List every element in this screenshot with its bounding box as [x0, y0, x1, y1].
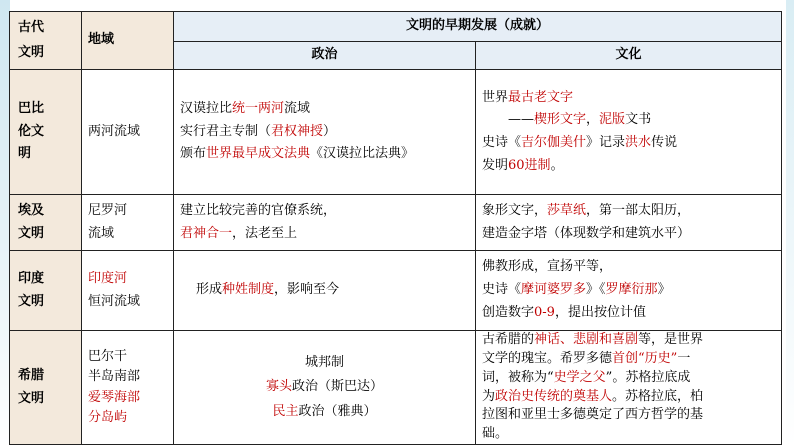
culture-babylon	[476, 70, 782, 195]
politics-india-seg: 形成	[196, 282, 223, 298]
culture-babylon-seg: 洪水	[625, 135, 652, 150]
politics-egypt-seg: 建立比较完善的官僚系统，	[180, 202, 337, 218]
culture-babylon-seg: 传说	[651, 135, 678, 150]
civ-name-greece	[10, 331, 82, 445]
region-greece-line-4: 分岛屿	[88, 409, 128, 425]
civ-name-babylon	[10, 70, 82, 195]
culture-babylon-seg: 史诗《	[482, 135, 522, 150]
region-india-line-2: 恒河流域	[88, 293, 141, 309]
culture-india-seg: ，提出按位计值	[554, 304, 646, 320]
region-india-line-1: 印度河	[88, 270, 128, 286]
politics-india-line-1	[196, 279, 469, 302]
politics-egypt-seg: 君神合一	[180, 225, 233, 241]
culture-greece-seg: 文学的瑰宝。希罗多德	[482, 350, 613, 366]
politics-greece-line-2	[174, 375, 475, 400]
politics-egypt-line-1	[180, 200, 469, 223]
region-greece-line-1: 巴尔干	[88, 349, 128, 365]
culture-babylon-seg: 。	[550, 157, 564, 173]
politics-babylon-seg: 《汉谟拉比法典》	[310, 146, 415, 162]
culture-egypt-seg: 莎草纸	[547, 202, 587, 218]
culture-greece	[476, 331, 782, 445]
region-greece-line-3: 爱琴海部	[88, 389, 141, 405]
culture-india-seg: 史诗《	[482, 282, 522, 298]
right-decoration-band	[786, 0, 794, 447]
culture-babylon-seg: 最古老文字	[508, 89, 574, 105]
header-politics	[174, 42, 476, 70]
culture-india	[476, 251, 782, 331]
header-development	[174, 12, 782, 42]
culture-greece-seg: 政治史传统的奠基人	[495, 388, 613, 404]
culture-babylon-seg: 吉尔伽美什	[521, 135, 587, 150]
region-babylon-text: 两河流域	[88, 123, 141, 139]
politics-babylon-seg: 流域	[284, 100, 311, 116]
culture-babylon-line-4	[482, 155, 775, 178]
culture-greece-line-4	[482, 388, 775, 407]
region-babylon	[82, 70, 174, 195]
region-greece-line-2: 半岛南部	[88, 369, 141, 385]
politics-babylon-seg: 世界最早成文法典	[206, 146, 311, 162]
culture-babylon-seg: 》记录	[586, 135, 626, 150]
politics-babylon-seg: 统一两河	[232, 100, 285, 116]
culture-babylon-seg: 泥版	[599, 112, 626, 128]
culture-babylon-line-1	[482, 87, 775, 110]
civ-name-india-text: 印度文明	[18, 270, 45, 309]
politics-greece-democracy: 民主	[272, 403, 299, 419]
culture-greece-line-1	[482, 331, 775, 350]
region-india	[82, 251, 174, 331]
culture-babylon-seg: 60进制	[508, 157, 551, 173]
civ-name-egypt-text: 埃及文明	[18, 202, 45, 241]
row-babylon	[10, 70, 782, 195]
header-culture	[476, 42, 782, 70]
politics-greece	[174, 331, 476, 445]
header-era-text: 古代文明	[18, 19, 45, 60]
politics-babylon-seg: ）	[323, 123, 337, 139]
culture-india-line-3	[482, 302, 775, 325]
politics-babylon	[174, 70, 476, 195]
politics-india-seg: 种姓制度	[222, 282, 275, 298]
culture-babylon-seg: ，	[586, 112, 600, 128]
header-development-text: 文明的早期发展（成就）	[406, 18, 550, 34]
culture-india-seg: 佛教形成，宣扬平等，	[482, 259, 613, 275]
politics-egypt	[174, 195, 476, 251]
politics-greece-athens: 政治（雅典）	[298, 403, 377, 419]
header-row-1	[10, 12, 782, 42]
civ-name-egypt	[10, 195, 82, 251]
politics-india-seg: ，影响至今	[274, 282, 340, 298]
culture-greece-seg: 等，是世界	[638, 332, 704, 347]
civilization-table	[9, 11, 782, 445]
header-region-text: 地域	[88, 32, 115, 48]
culture-babylon-seg: ——	[482, 112, 535, 128]
culture-egypt-seg: 建造金字塔（体现数学和建筑水平）	[482, 225, 691, 241]
culture-greece-line-2	[482, 350, 775, 369]
header-era	[10, 12, 82, 70]
politics-greece-line-1: 城邦制	[304, 354, 344, 370]
header-politics-text: 政治	[311, 47, 338, 63]
culture-india-seg: 罗摩衍那	[605, 282, 658, 298]
header-culture-text: 文化	[615, 47, 642, 63]
culture-egypt-line-2	[482, 223, 775, 246]
politics-babylon-line-3	[180, 143, 469, 166]
culture-egypt	[476, 195, 782, 251]
culture-greece-seg: 为	[482, 388, 496, 404]
culture-babylon-seg: 文书	[625, 112, 652, 128]
culture-greece-seg: 古希腊的	[482, 332, 535, 347]
culture-greece-seg: 首创“历史”	[612, 350, 678, 366]
culture-greece-seg: 础。	[482, 426, 509, 442]
culture-greece-line-6	[482, 425, 775, 444]
politics-india	[174, 251, 476, 331]
politics-egypt-line-2	[180, 223, 469, 246]
culture-greece-line-3	[482, 369, 775, 388]
politics-babylon-seg: 颁布	[180, 146, 207, 162]
culture-india-seg: 0-9	[534, 304, 555, 320]
region-egypt	[82, 195, 174, 251]
culture-babylon-seg: 楔形文字	[534, 112, 587, 128]
politics-egypt-seg: ，法老至上	[232, 225, 298, 241]
culture-egypt-seg: 象形文字，	[482, 202, 548, 218]
civ-name-india	[10, 251, 82, 331]
civ-name-greece-text: 希腊文明	[18, 367, 45, 406]
culture-india-seg: 》	[657, 282, 671, 298]
culture-egypt-line-1	[482, 200, 775, 223]
politics-babylon-line-2	[180, 121, 469, 144]
row-greece	[10, 331, 782, 445]
politics-greece-sparta: 政治（斯巴达）	[292, 379, 384, 395]
politics-babylon-seg: 汉谟拉比	[180, 100, 233, 116]
civ-name-babylon-text: 巴比伦文明	[18, 100, 45, 162]
culture-greece-seg: 神话、悲剧和喜剧	[534, 332, 639, 347]
politics-babylon-line-1	[180, 98, 469, 121]
culture-india-seg: 》《	[586, 282, 606, 298]
culture-india-line-1	[482, 256, 775, 279]
culture-greece-seg: 史学之父	[553, 369, 606, 385]
culture-greece-seg: 拉图和亚里士多德奠定了西方哲学的基	[482, 407, 704, 423]
row-egypt	[10, 195, 782, 251]
culture-babylon-seg: 发明	[482, 157, 509, 173]
header-region	[82, 12, 174, 70]
culture-babylon-seg: 世界	[482, 89, 509, 105]
culture-greece-line-5	[482, 406, 775, 425]
politics-babylon-seg: 实行君主专制（	[180, 123, 272, 139]
culture-india-seg: 创造数字	[482, 304, 535, 320]
culture-india-line-2	[482, 279, 775, 302]
culture-greece-seg: ”。苏格拉底成	[605, 369, 691, 385]
row-india	[10, 251, 782, 331]
politics-greece-oligarchy: 寡头	[265, 379, 292, 395]
culture-india-seg: 摩诃婆罗多	[521, 282, 587, 298]
culture-greece-seg: 。苏格拉底，柏	[612, 388, 704, 404]
culture-babylon-line-3	[482, 132, 775, 155]
culture-egypt-seg: ，第一部太阳历，	[586, 202, 691, 218]
politics-babylon-seg: 君权神授	[271, 123, 324, 139]
region-egypt-line-1: 尼罗河	[88, 202, 128, 218]
culture-babylon-line-2	[482, 109, 775, 132]
region-egypt-line-2: 流域	[88, 225, 115, 241]
region-greece	[82, 331, 174, 445]
politics-greece-line-3	[174, 400, 475, 425]
culture-greece-seg: 词，被称为“	[482, 369, 554, 385]
culture-greece-seg: 一	[677, 350, 691, 366]
